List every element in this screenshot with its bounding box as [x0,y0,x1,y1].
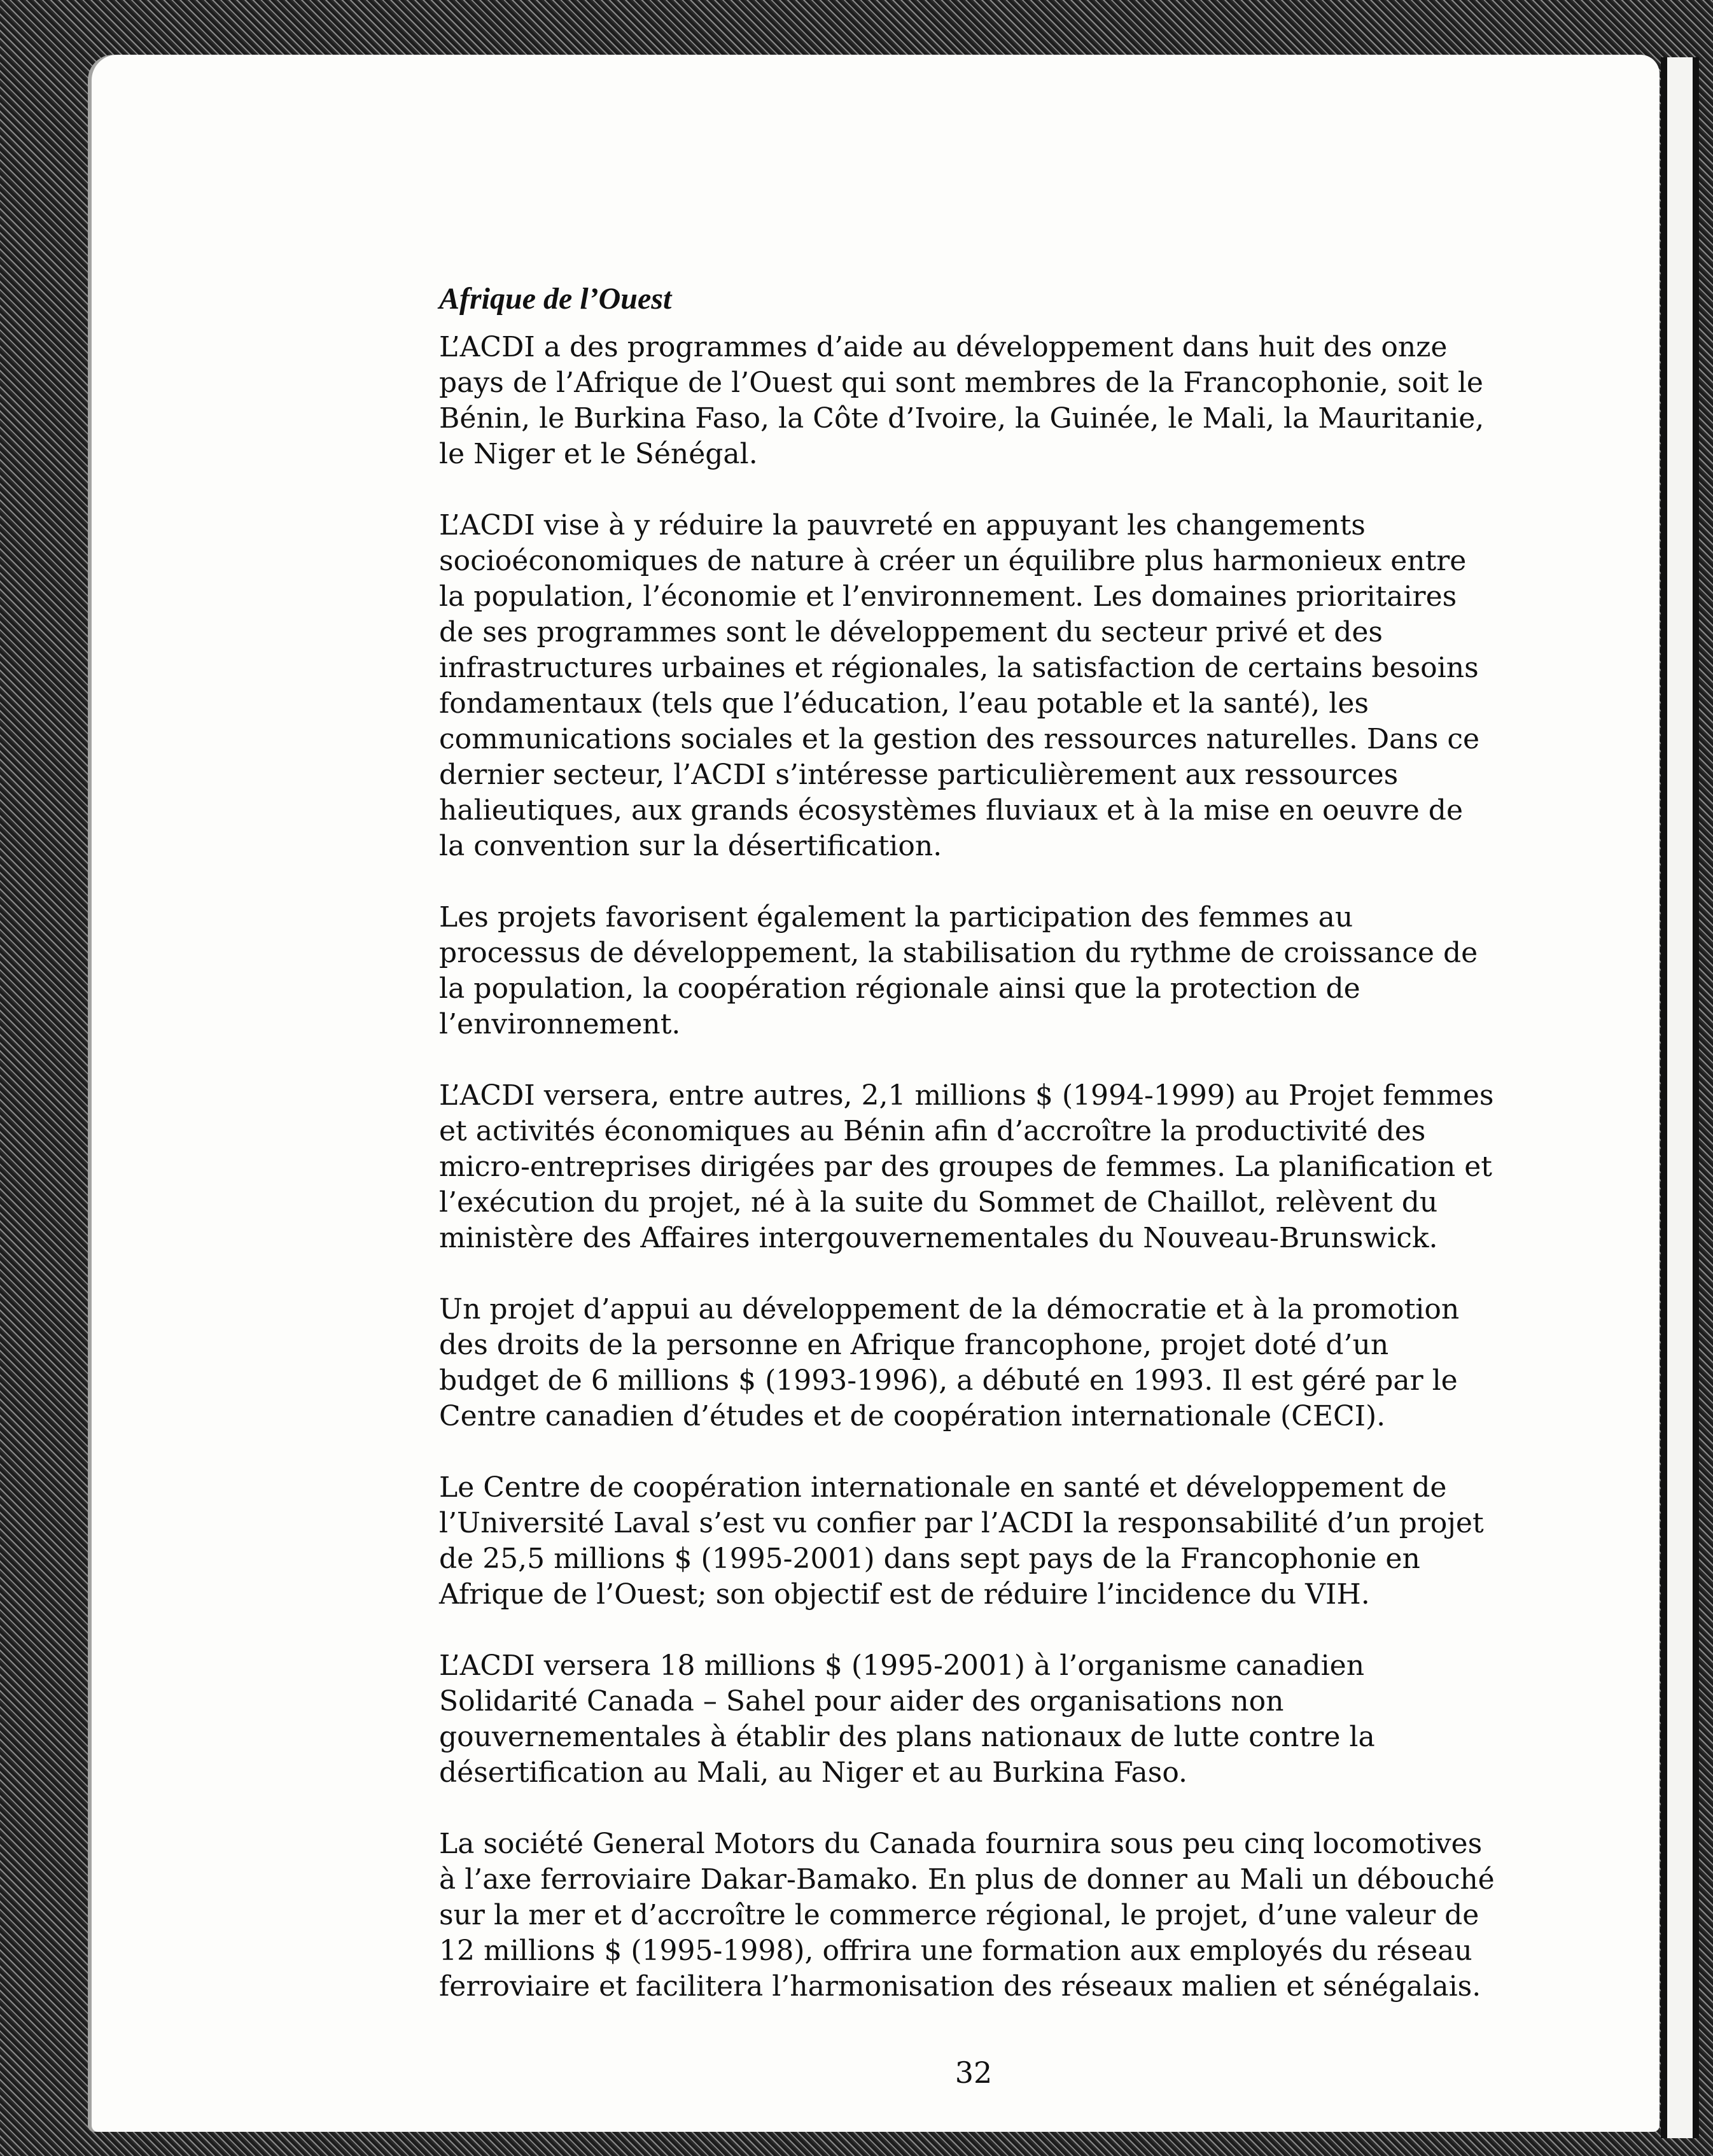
paragraph-5: Un projet d’appui au développement de la démocratie et à la promotion des droits de la personne en Afrique francophone, projet doté d’un budget de 6 millions $ (1993-1996), a débuté en 1993. Il est géré par le Centre canadien d’études et de coopération internationale (CECI). [439,1293,1460,1432]
paragraph-8: La société General Motors du Canada fournira sous peu cinq locomotives à l’axe ferroviaire Dakar-Bamako. En plus de donner au Mali un débouché sur la mer et d’accroître le commerce régional, le projet, d’une valeur de 12 millions $ (1995-1998), offrira une formation aux employés du réseau ferroviaire et facilitera l’harmonisation des réseaux malien et sénégalais. [439,1828,1495,2003]
paragraph-4: L’ACDI versera, entre autres, 2,1 millions $ (1994-1999) au Projet femmes et activités économiques au Bénin afin d’accroître la productivité des micro-entreprises dirigées par des groupes de femmes. La planification et l’exécution du projet, né à la suite du Sommet de Chaillot, relèvent du ministère des Affaires intergouvernementales du Nouveau-Brunswick. [439,1079,1494,1254]
paragraph-1: L’ACDI a des programmes d’aide au développement dans huit des onze pays de l’Afrique de l’Ouest qui sont membres de la Francophonie, soit le Bénin, le Burkina Faso, la Côte d’Ivoire, la Guinée, le Mali, la Mauritanie, le Niger et le Sénégal. [439,331,1485,470]
document-body [439,280,1495,2040]
paragraph-2: L’ACDI vise à y réduire la pauvreté en appuyant les changements socioéconomiques de nature à créer un équilibre plus harmonieux entre la population, l’économie et l’environnement. Les domaines prioritaires de ses programmes sont le développement du secteur privé et des infrastructures urbaines et régionales, la satisfaction de certains besoins fondamentaux (tels que l’éducation, l’eau potable et la santé), les communications sociales et la gestion des ressources naturelles. Dans ce dernier secteur, l’ACDI s’intéresse particulièrement aux ressources halieutiques, aux grands écosystèmes fluviaux et à la mise en oeuvre de la convention sur la désertification. [439,509,1480,862]
page-number: 32 [954,2055,993,2090]
section-heading: Afrique de l’Ouest [439,282,672,316]
paragraph-3: Les projets favorisent également la participation des femmes au processus de développement, la stabilisation du rythme de croissance de la population, la coopération régionale ainsi que la protection de l’environnement. [439,901,1478,1040]
paragraph-7: L’ACDI versera 18 millions $ (1995-2001) à l’organisme canadien Solidarité Canada – Sahel pour aider des organisations non gouvernementales à établir des plans nationaux de lutte contre la désertification au Mali, au Niger et au Burkina Faso. [439,1649,1375,1789]
paragraph-6: Le Centre de coopération internationale en santé et développement de l’Université Laval s’est vu confier par l’ACDI la responsabilité d’un projet de 25,5 millions $ (1995-2001) dans sept pays de la Francophonie en Afrique de l’Ouest; son objectif est de réduire l’incidence du VIH. [439,1471,1484,1611]
binder-edge [1661,57,1699,2138]
